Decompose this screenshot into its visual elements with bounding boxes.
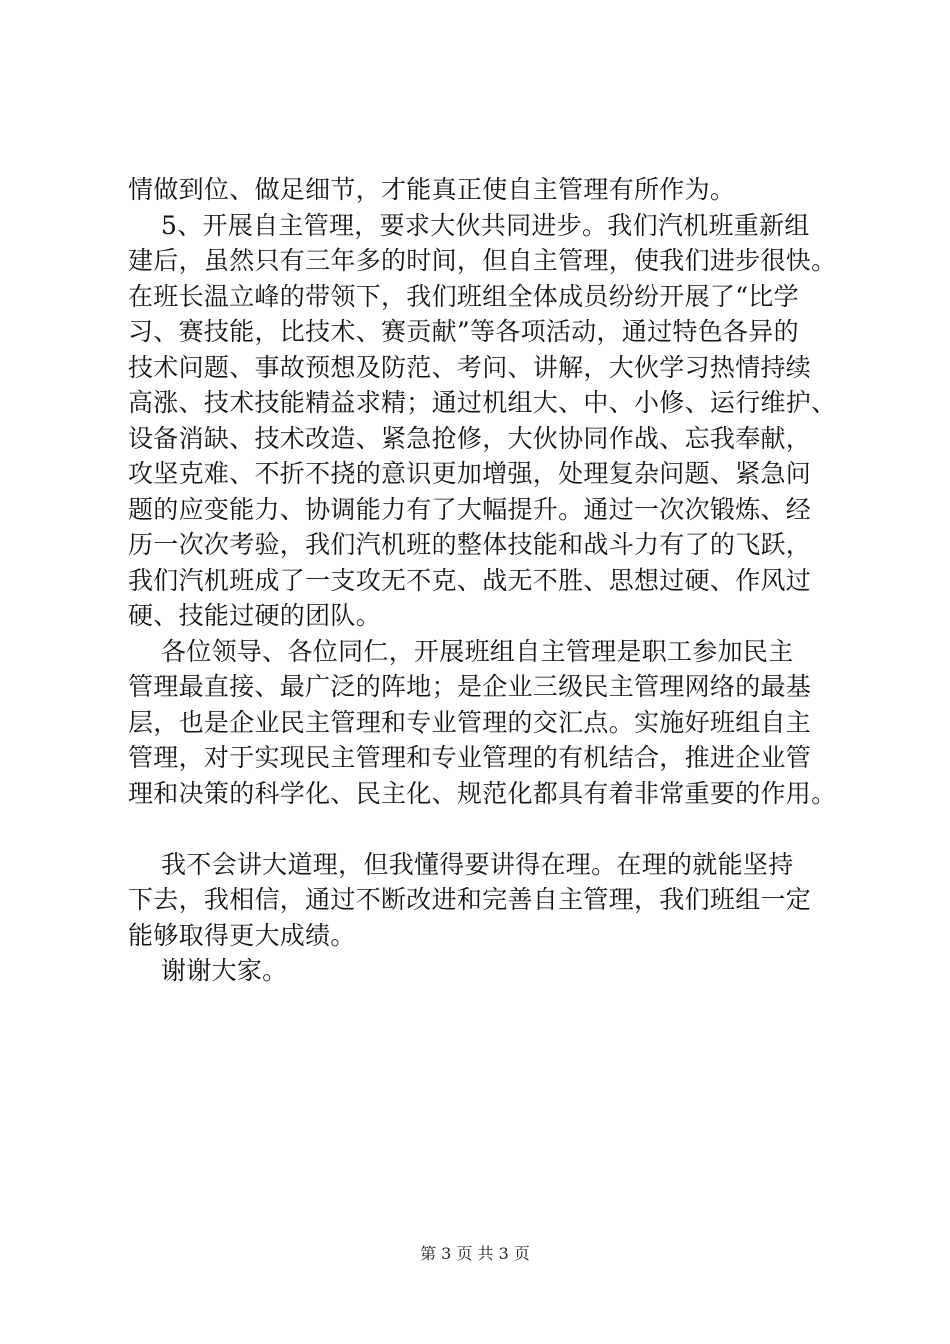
text-line: 硬、技能过硬的团队。 [128,601,382,630]
page-number-label: 第 3 页 共 3 页 [420,1244,530,1263]
text-line: 情做到位、做足细节，才能真正使自主管理有所作为。 [128,175,736,204]
text-line: 5、开展自主管理，要求大伙共同进步。我们汽机班重新组 [128,210,810,240]
text-line: 建后，虽然只有三年多的时间，但自主管理，使我们进步很快。 [128,246,837,275]
text-line: 各位领导、各位同仁，开展班组自主管理是职工参加民主 [128,636,794,666]
text-line: 在班长温立峰的带领下，我们班组全体成员纷纷开展了“比学 [128,281,799,311]
text-line: 管理最直接、最广泛的阵地；是企业三级民主管理网络的最基 [128,672,812,701]
page-footer [0,1244,950,1264]
text-line: 层，也是企业民主管理和专业管理的交汇点。实施好班组自主 [128,707,812,737]
text-line: 理和决策的科学化、民主化、规范化都具有着非常重要的作用。 [128,778,837,808]
text-line: 我不会讲大道理，但我懂得要讲得在理。在理的就能坚持 [128,849,794,879]
text-line: 习、赛技能，比技术、赛贡献”等各项活动，通过特色各异的 [128,317,799,346]
text-line: 历一次次考验，我们汽机班的整体技能和战斗力有了的飞跃， [128,530,812,559]
text-line: 能够取得更大成绩。 [128,920,356,950]
text-line: 攻坚克难、不折不挠的意识更加增强，处理复杂问题、紧急问 [128,459,812,488]
text-line: 设备消缺、技术改造、紧急抢修，大伙协同作战、忘我奉献， [128,423,812,453]
text-line: 高涨、技术技能精益求精；通过机组大、中、小修、运行维护、 [128,388,837,417]
text-line: 管理，对于实现民主管理和专业管理的有机结合，推进企业管 [128,743,812,772]
text-line: 谢谢大家。 [128,956,288,985]
document-body [128,172,837,989]
text-line: 题的应变能力、协调能力有了大幅提升。通过一次次锻炼、经 [128,494,812,524]
text-line: 技术问题、事故预想及防范、考问、讲解，大伙学习热情持续 [128,352,812,382]
paragraph-gap [128,811,834,847]
text-line: 我们汽机班成了一支攻无不克、战无不胜、思想过硬、作风过 [128,565,812,595]
text-line: 下去，我相信，通过不断改进和完善自主管理，我们班组一定 [128,885,812,914]
